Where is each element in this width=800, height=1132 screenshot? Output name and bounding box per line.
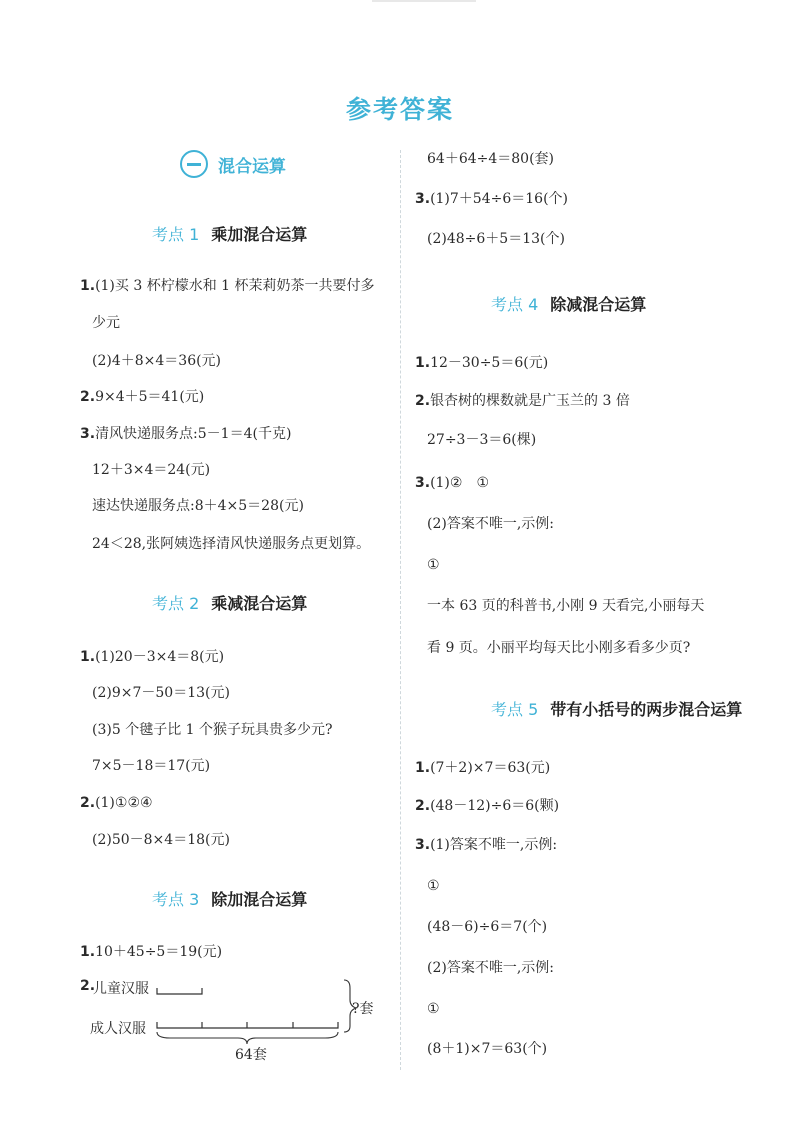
answer-line: [80, 352, 221, 370]
answer-line: [80, 648, 224, 666]
answer-text: (2)9×7－50＝13(元): [92, 685, 230, 701]
knowledge-point-title: 带有小括号的两步混合运算: [550, 700, 743, 719]
answer-line: [415, 515, 554, 533]
answer-line: [80, 721, 333, 739]
answer-line: [415, 230, 565, 248]
answer-line: [80, 794, 153, 812]
answer-text: 24＜28,张阿姨选择清风快递服务点更划算。: [92, 536, 371, 552]
answer-line: [415, 918, 547, 936]
answer-line: [415, 797, 559, 815]
question-number: 1.: [80, 278, 96, 294]
answer-text: (1)①②④: [95, 795, 153, 811]
answer-line: [415, 190, 568, 208]
diagram-row-label-adults: 成人汉服: [90, 1021, 146, 1037]
answer-line: [415, 836, 557, 854]
knowledge-point-title: 乘减混合运算: [211, 594, 308, 613]
answer-line: [80, 684, 230, 702]
answer-line: [80, 277, 375, 295]
answer-line: [415, 1040, 547, 1058]
answer-line: [415, 556, 440, 574]
answer-line: [415, 877, 440, 895]
question-number: 2.: [415, 393, 431, 409]
knowledge-point-heading: [491, 697, 742, 720]
answer-line: [80, 943, 222, 961]
answer-text: ①: [427, 557, 440, 573]
question-number: 2.: [80, 795, 96, 811]
answer-line: [415, 392, 630, 410]
knowledge-point-label: 考点 5: [491, 700, 539, 719]
answer-text: 速达快递服务点:8＋4×5＝28(元): [92, 498, 304, 514]
knowledge-point-label: 考点 4: [491, 295, 539, 314]
section-header: [180, 150, 286, 178]
question-number: 2.: [80, 978, 96, 994]
answer-text: (7＋2)×7＝63(元): [430, 760, 551, 776]
answer-text: 一本 63 页的科普书,小刚 9 天看完,小丽每天: [427, 598, 705, 614]
answer-text: (1)② ①: [430, 475, 489, 491]
knowledge-point-label: 考点 3: [152, 890, 200, 909]
answer-text: 64＋64÷4＝80(套): [427, 151, 555, 167]
knowledge-point-title: 除减混合运算: [550, 295, 647, 314]
answer-line: [415, 959, 554, 977]
page-title: 参考答案: [345, 95, 454, 124]
knowledge-point-heading: [152, 887, 307, 910]
answer-text: 7×5－18＝17(元): [92, 758, 211, 774]
question-number: 2.: [415, 798, 431, 814]
diagram-question-label: ?套: [352, 1001, 374, 1017]
answer-text: (2)答案不唯一,示例:: [427, 960, 554, 976]
answer-text: (48－6)÷6＝7(个): [427, 919, 548, 935]
answer-line: [80, 535, 370, 553]
knowledge-point-heading: [152, 222, 307, 245]
answer-line: [80, 831, 230, 849]
question-number: 3.: [415, 837, 431, 853]
answer-text: ①: [427, 1001, 440, 1017]
top-edge-mark: [372, 0, 476, 2]
answer-line: [415, 150, 554, 168]
answer-text: 12＋3×4＝24(元): [92, 462, 211, 478]
answer-line: [415, 1000, 440, 1018]
question-number: 3.: [415, 191, 431, 207]
answer-text: (1)20－3×4＝8(元): [95, 649, 225, 665]
answer-text: ①: [427, 878, 440, 894]
answer-text: (2)4＋8×4＝36(元): [92, 353, 222, 369]
answer-line: [415, 431, 536, 449]
answer-line: [80, 497, 304, 515]
answer-text: (2)48÷6＋5＝13(个): [427, 231, 565, 247]
answer-line: [415, 639, 690, 657]
question-number: 1.: [415, 760, 431, 776]
answer-text: 9×4＋5＝41(元): [95, 389, 205, 405]
knowledge-point-label: 考点 2: [152, 594, 200, 613]
knowledge-point-heading: [152, 591, 307, 614]
section-title: 混合运算: [218, 156, 286, 177]
answer-line: [415, 597, 704, 615]
answer-text: (2)50－8×4＝18(元): [92, 832, 230, 848]
section-number-icon: [180, 150, 208, 178]
question-number: 3.: [415, 475, 431, 491]
question-number: 2.: [80, 389, 96, 405]
answer-line: [80, 314, 120, 332]
knowledge-point-label: 考点 1: [152, 225, 200, 244]
knowledge-point-title: 除加混合运算: [211, 890, 308, 909]
answer-text: 10＋45÷5＝19(元): [95, 944, 223, 960]
answer-text: (3)5 个毽子比 1 个猴子玩具贵多少元?: [92, 722, 333, 738]
knowledge-point-heading: [491, 292, 646, 315]
line-segment-diagram: [80, 970, 400, 1070]
answer-line: [415, 354, 548, 372]
answer-text: (1)7＋54÷6＝16(个): [430, 191, 568, 207]
answer-text: 少元: [92, 315, 120, 331]
answer-text: 27÷3－3＝6(棵): [427, 432, 537, 448]
answer-text: 12－30÷5＝6(元): [430, 355, 549, 371]
knowledge-point-title: 乘加混合运算: [211, 225, 308, 244]
question-number: 1.: [80, 649, 96, 665]
answer-line: [415, 759, 550, 777]
question-number: 3.: [80, 426, 96, 442]
answer-line: [415, 474, 489, 492]
answer-line: [80, 757, 210, 775]
answer-text: 清风快递服务点:5－1＝4(千克): [95, 426, 292, 442]
answer-text: (1)答案不唯一,示例:: [430, 837, 558, 853]
diagram-row-label-children: 儿童汉服: [93, 981, 149, 997]
answer-text: (8＋1)×7＝63(个): [427, 1041, 548, 1057]
answer-text: (48－12)÷6＝6(颗): [430, 798, 560, 814]
answer-text: (1)买 3 杯柠檬水和 1 杯茉莉奶茶一共要付多: [95, 278, 375, 294]
answer-text: (2)答案不唯一,示例:: [427, 516, 554, 532]
answer-line: [80, 425, 291, 443]
answer-line: [80, 388, 204, 406]
answer-text: 银杏树的棵数就是广玉兰的 3 倍: [430, 393, 630, 409]
question-number: 1.: [415, 355, 431, 371]
question-number: 1.: [80, 944, 96, 960]
answer-line: [80, 461, 210, 479]
answer-text: 看 9 页。小丽平均每天比小刚多看多少页?: [427, 640, 691, 656]
column-divider: [400, 150, 401, 1070]
diagram-total-label: 64套: [235, 1047, 267, 1063]
